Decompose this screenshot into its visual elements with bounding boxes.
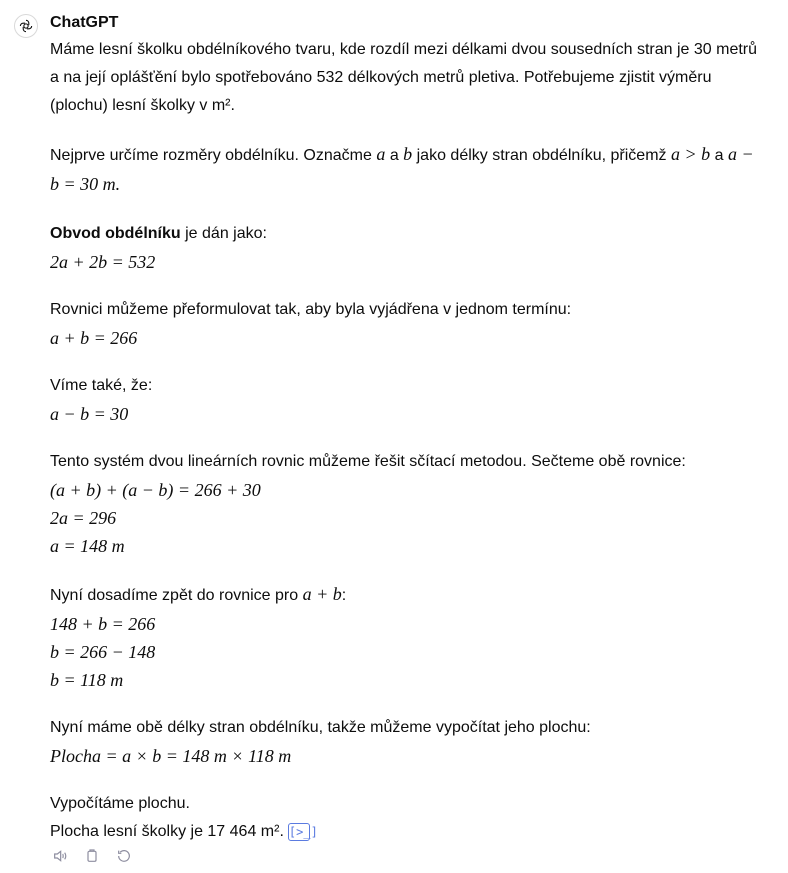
also-text: Víme také, že: [50,377,153,394]
substitute-equation-1: 148 + b = 266 [50,614,156,634]
system-text: Tento systém dvou lineárních rovnic můžeme řešit sčítací metodou. Sečteme obě rovnice: [50,453,686,470]
reformulate-text: Rovnici můžeme přeformulovat tak, aby byla vyjádřena v jednom termínu: [50,301,572,318]
author-name: ChatGPT [50,14,119,31]
perimeter-equation: 2a + 2b = 532 [50,252,156,272]
difference-equation: a − b = 30 [50,404,129,424]
system-equation-1: (a + b) + (a − b) = 266 + 30 [50,480,261,500]
speaker-icon[interactable] [50,846,70,866]
code-interpreter-link-icon[interactable]: [>_] [288,824,318,839]
regenerate-icon[interactable] [114,846,134,866]
result-text: Plocha lesní školky je 17 464 m². [>_] [50,823,318,840]
substitute-equation-2: b = 266 − 148 [50,642,156,662]
compute-text: Vypočítáme plochu. [50,795,190,812]
perimeter-label: Obvod obdélníku je dán jako: [50,225,267,242]
system-equation-2: 2a = 296 [50,508,117,528]
area-equation: Plocha = a × b = 148 m × 118 m [50,746,292,766]
step1-paragraph: Nejprve určíme rozměry obdélníku. Označme a a b jako délky stran obdélníku, přičemž a > b a a − b = 30 m. [50,144,754,194]
area-text: Nyní máme obě délky stran obdélníku, takže můžeme vypočítat jeho plochu: [50,719,591,736]
substitute-text: Nyní dosadíme zpět do rovnice pro a + b: [50,584,347,604]
sum-equation: a + b = 266 [50,328,138,348]
message-content [50,36,770,846]
system-equation-3: a = 148 m [50,536,125,556]
chatgpt-logo-icon [14,14,38,38]
message-actions [50,846,134,866]
substitute-equation-3: b = 118 m [50,670,124,690]
copy-icon[interactable] [82,846,102,866]
intro-paragraph: Máme lesní školku obdélníkového tvaru, kde rozdíl mezi délkami dvou sousedních stran je 30 metrů a na její oplášťění bylo spotřebováno 532 délkových metrů pletiva. Potřebujeme zjistit výměru (plochu) lesní školky v m². [50,41,758,114]
